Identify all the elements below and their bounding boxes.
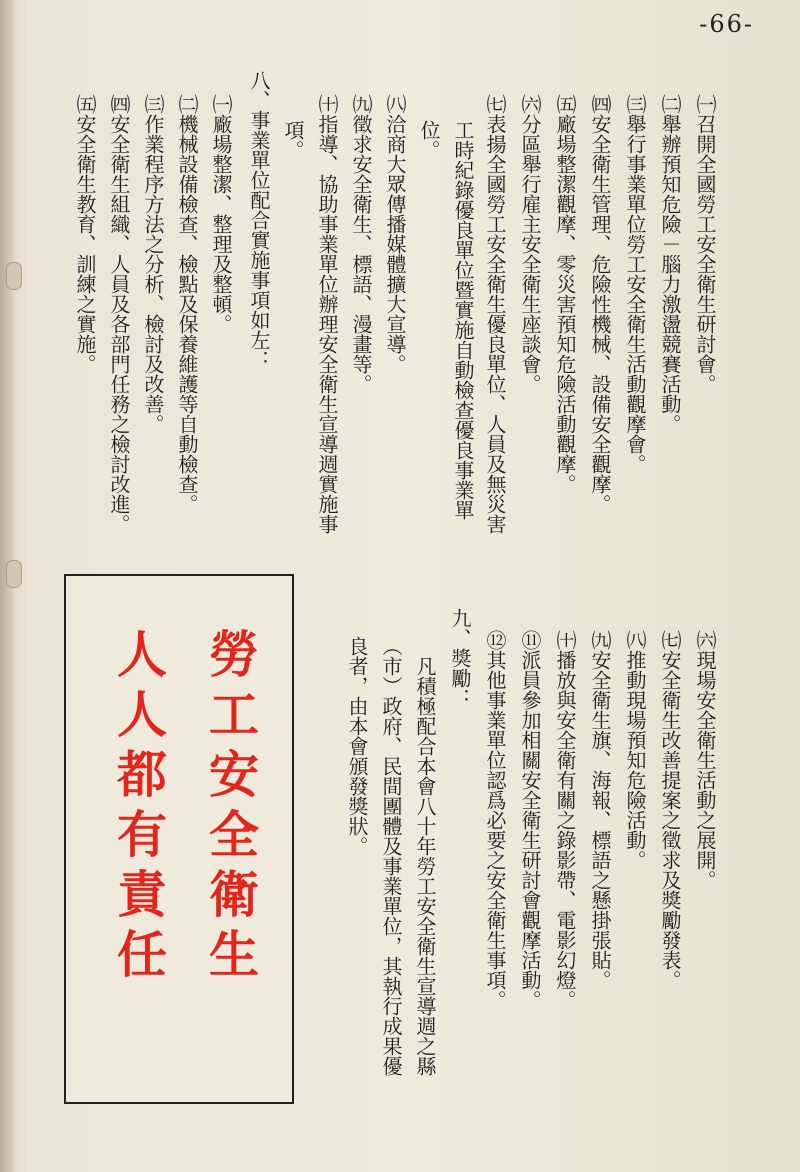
item-bottom-1	[690, 630, 720, 890]
item-bottom-3	[620, 630, 650, 870]
item-top-10-continuation: 項。	[281, 120, 305, 160]
item-marker: ㈢	[141, 94, 165, 114]
item-text: 舉行事業單位勞工安全衛生活動觀摩會。	[623, 114, 647, 474]
item-text: 推動現場預知危險活動。	[623, 650, 647, 870]
binder-hole-icon	[6, 262, 22, 290]
item-text: 播放與安全衛有關之錄影帶、電影幻燈。	[553, 650, 577, 1010]
section-eight-item-4	[104, 94, 134, 534]
section-nine-heading: 九、獎勵：	[448, 608, 472, 708]
item-bottom-5	[550, 630, 580, 1010]
item-marker: ㈧	[383, 94, 407, 114]
item-text: 廠場整潔觀摩、零災害預知危險活動觀摩。	[553, 114, 577, 494]
item-top-2	[655, 94, 685, 434]
item-text: 表揚全國勞工安全衛生優良單位、人員及無災害	[483, 114, 507, 534]
item-marker: ㈣	[588, 94, 612, 114]
item-marker: ㈣	[107, 94, 131, 114]
item-text: 其他事業單位認爲必要之安全衛生事項。	[483, 650, 507, 1010]
item-top-7-continuation: 位。	[417, 120, 441, 160]
item-text: 現場安全衛生活動之展開。	[693, 650, 717, 890]
item-marker: ㈦	[483, 94, 507, 114]
item-text: 安全衛生旗、海報、標語之懸掛張貼。	[588, 650, 612, 990]
item-text: 機械設備檢查、檢點及保養維護等自動檢查。	[175, 114, 199, 514]
item-bottom-7	[480, 630, 510, 1010]
item-text: 廠場整潔、整理及整頓。	[209, 114, 233, 334]
section-eight-item-2	[172, 94, 202, 514]
section-nine-line-3: 良者，由本會頒發獎狀。	[345, 636, 369, 856]
page-number: -66-	[699, 10, 754, 38]
section-eight-item-3	[138, 94, 168, 434]
item-marker: ㈠	[209, 94, 233, 114]
item-text: 安全衛生改善提案之徵求及獎勵發表。	[658, 650, 682, 990]
item-bottom-6	[515, 630, 545, 1010]
binder-hole-icon	[6, 560, 22, 588]
section-eight-heading: 八、事業單位配合實施事項如左：	[247, 70, 271, 370]
slogan-line-1: 勞工安全衛生	[201, 628, 259, 988]
item-marker: ㈩	[315, 94, 339, 114]
item-text: 指導、協助事業單位辦理安全衛生宣導週實施事	[315, 114, 339, 534]
item-marker: ㈨	[588, 630, 612, 650]
item-marker: ⑪	[518, 630, 542, 650]
item-marker: ㈩	[553, 630, 577, 650]
item-marker: ㈨	[349, 94, 373, 114]
section-nine-line-2: （市）政府、民間團體及事業單位，其執行成果優	[379, 636, 403, 1076]
slogan-line-2: 人人都有責任	[109, 628, 167, 988]
item-marker: ㈠	[693, 94, 717, 114]
item-text: 舉辦預知危險－腦力激盪競賽活動。	[658, 114, 682, 434]
item-marker: ㈡	[658, 94, 682, 114]
item-marker: ㈧	[623, 630, 647, 650]
item-top-5	[550, 94, 580, 494]
item-bottom-4	[585, 630, 615, 990]
item-marker: ㈥	[693, 630, 717, 650]
item-text: 作業程序方法之分析、檢討及改善。	[141, 114, 165, 434]
section-eight-item-5	[70, 94, 100, 374]
item-top-3	[620, 94, 650, 474]
item-text: 分區舉行雇主安全衛生座談會。	[518, 114, 542, 394]
item-marker: ㈥	[518, 94, 542, 114]
item-bottom-2	[655, 630, 685, 990]
item-text: 派員參加相關安全衛生研討會觀摩活動。	[518, 650, 542, 1010]
slogan-box	[64, 574, 294, 1104]
section-eight-item-1	[206, 94, 236, 334]
item-marker: ㈢	[623, 94, 647, 114]
item-top-4	[585, 94, 615, 514]
item-marker: ㈤	[553, 94, 577, 114]
item-top-7	[480, 94, 510, 534]
item-text: 徵求安全衛生、標語、漫畫等。	[349, 114, 373, 394]
item-marker: ㈤	[73, 94, 97, 114]
item-marker: ⑫	[483, 630, 507, 650]
item-text: 召開全國勞工安全衛生研討會。	[693, 114, 717, 394]
item-top-7-continuation: 工時紀錄優良單位暨實施自動檢查優良事業單	[451, 120, 475, 520]
item-marker: ㈡	[175, 94, 199, 114]
item-text: 安全衛生組織、人員及各部門任務之檢討改進。	[107, 114, 131, 534]
item-top-9	[346, 94, 376, 394]
item-text: 洽商大眾傳播媒體擴大宣導。	[383, 114, 407, 374]
item-marker: ㈦	[658, 630, 682, 650]
item-text: 安全衛生管理、危險性機械、設備安全觀摩。	[588, 114, 612, 514]
item-top-1	[690, 94, 720, 394]
item-top-10	[312, 94, 342, 534]
section-nine-line-1: 凡積極配合本會八十年勞工安全衛生宣導週之縣	[413, 656, 437, 1076]
item-top-6	[515, 94, 545, 394]
item-text: 安全衛生教育、訓練之實施。	[73, 114, 97, 374]
item-top-8	[380, 94, 410, 374]
